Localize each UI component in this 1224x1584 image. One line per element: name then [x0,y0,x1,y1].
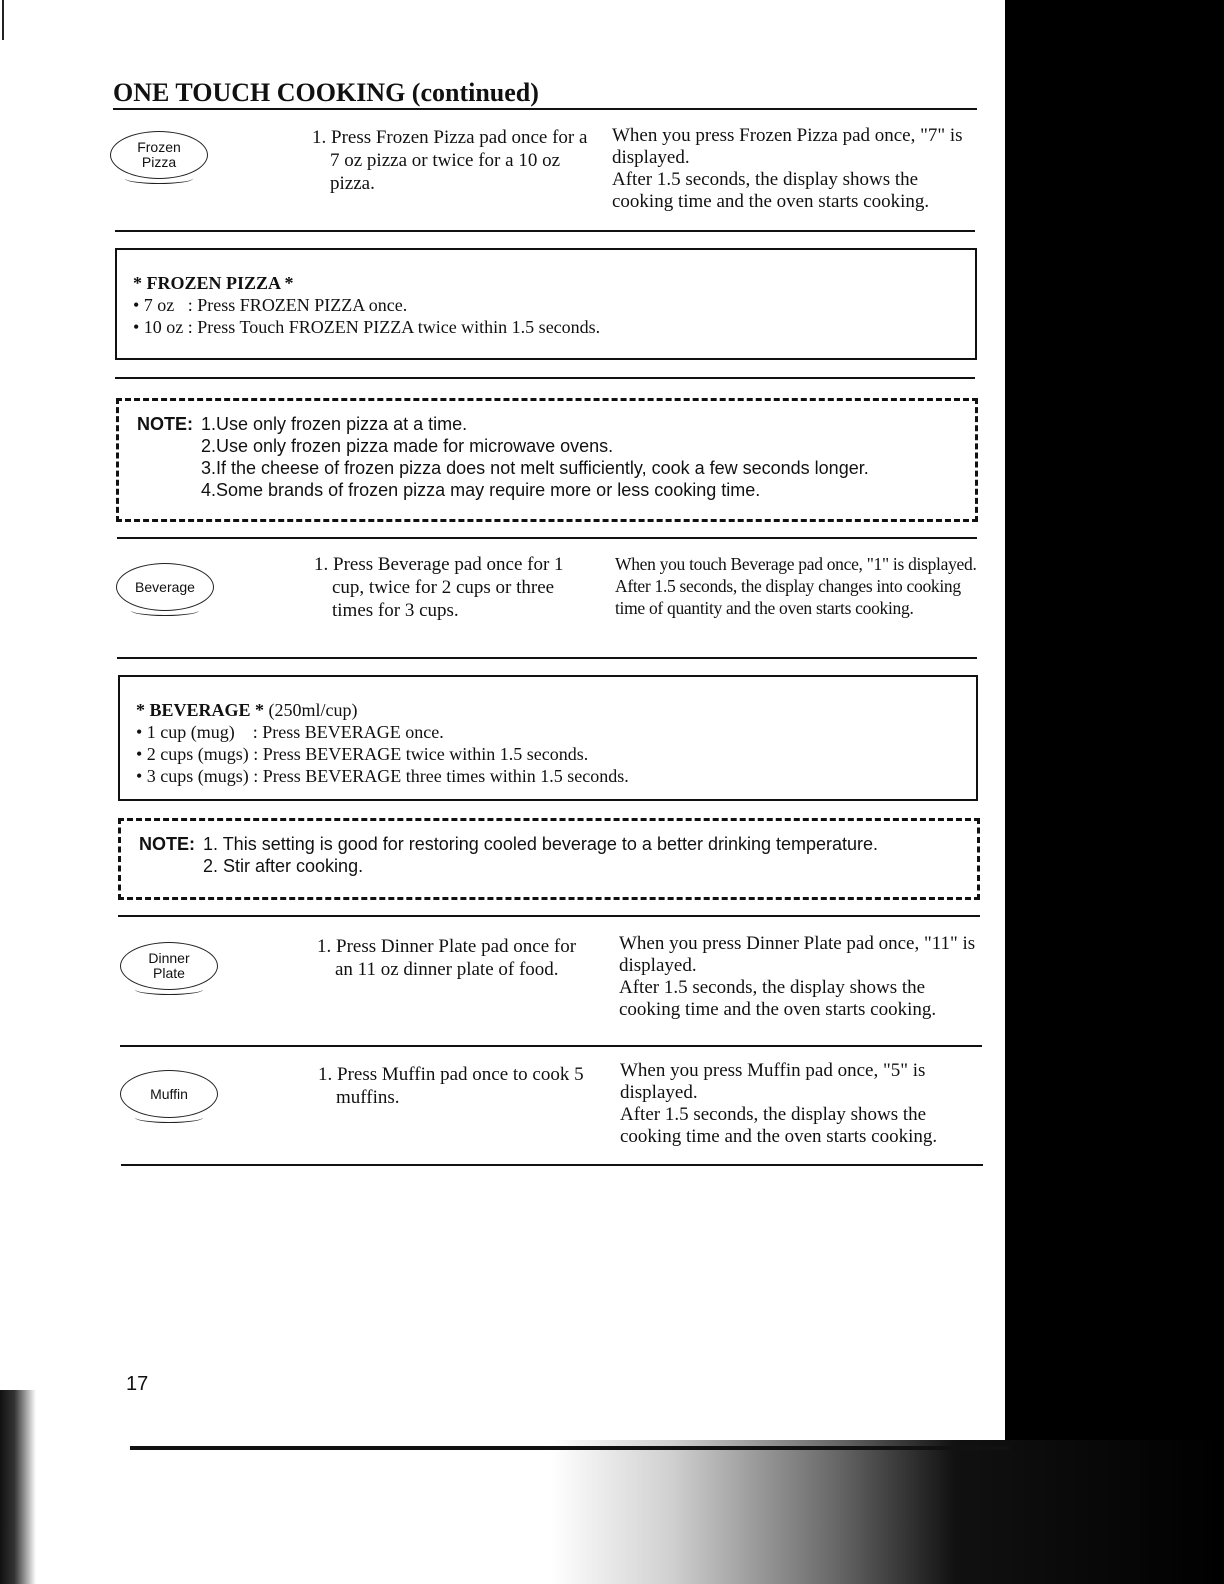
section-rule [115,230,975,232]
scan-dark-margin-left [0,1390,36,1584]
scan-dark-margin-bottom [0,1440,1224,1584]
note-item: 1.Use only frozen pizza at a time. [201,414,468,434]
dinner-plate-description [619,933,989,1021]
dinner-plate-desc-line2: After 1.5 seconds, the display shows the cooking time and the oven starts cooking. [619,977,937,1020]
frozen-pizza-box-item: • 7 oz : Press FROZEN PIZZA once. [133,295,408,315]
beverage-step: 1. Press Beverage pad once for 1 cup, twice for 2 cups or three times for 3 cups. [314,554,564,621]
dinner-plate-desc-line1: When you press Dinner Plate pad once, "11" is displayed. [619,933,976,976]
beverage-description [615,553,985,619]
note-label: NOTE: [137,414,193,434]
note-item: 2. Stir after cooking. [203,856,364,876]
frozen-pizza-desc-line2: After 1.5 seconds, the display shows the cooking time and the oven starts cooking. [612,169,930,212]
frozen-pizza-box-item: • 10 oz : Press Touch FROZEN PIZZA twice within 1.5 seconds. [133,317,601,337]
frozen-pizza-box-title: * FROZEN PIZZA * [133,273,294,293]
pad-label-line2: Pizza [141,154,177,170]
beverage-box-item: • 2 cups (mugs) : Press BEVERAGE twice within 1.5 seconds. [136,744,589,764]
muffin-desc-line2: After 1.5 seconds, the display shows the cooking time and the oven starts cooking. [620,1104,938,1147]
frozen-pizza-note [116,398,978,522]
title-rule [113,108,977,110]
beverage-box-title-suffix: (250ml/cup) [264,700,358,720]
beverage-desc-line2: After 1.5 seconds, the display changes into cooking time of quantity and the oven starts cooking. [615,576,961,618]
pad-label-line1: Dinner [148,950,190,966]
page-number: 17 [126,1373,149,1395]
beverage-pad-icon [116,563,214,611]
beverage-desc-line1: When you touch Beverage pad once, "1" is displayed. [615,554,977,574]
scan-edge-mark [2,0,4,40]
section-rule [117,537,977,539]
muffin-pad-icon [120,1070,218,1118]
note-item: 4.Some brands of frozen pizza may require more or less cooking time. [201,480,761,500]
note-item: 2.Use only frozen pizza made for microwave ovens. [201,436,614,456]
frozen-pizza-step: 1. Press Frozen Pizza pad once for a 7 oz pizza or twice for a 10 oz pizza. [312,127,588,194]
beverage-box-item: • 3 cups (mugs) : Press BEVERAGE three times within 1.5 seconds. [136,766,629,786]
frozen-pizza-description [612,125,982,213]
note-item: 1. This setting is good for restoring cooled beverage to a better drinking temperature. [203,834,879,854]
frozen-pizza-info-box [115,248,977,360]
muffin-desc-line1: When you press Muffin pad once, "5" is displayed. [620,1060,926,1103]
frozen-pizza-desc-line1: When you press Frozen Pizza pad once, "7" is displayed. [612,125,963,168]
section-rule [118,915,980,917]
note-label: NOTE: [139,834,195,854]
section-rule [121,1164,983,1166]
beverage-note [118,818,980,900]
scan-dark-margin-right [1005,0,1224,1584]
section-rule [115,377,975,379]
dinner-plate-pad-icon [120,942,218,990]
pad-label: Muffin [150,1085,188,1102]
frozen-pizza-pad-icon [110,131,208,179]
muffin-description [620,1060,990,1148]
muffin-step: 1. Press Muffin pad once to cook 5 muffins. [318,1064,584,1108]
footer-rule [130,1446,1010,1450]
section-rule [120,1045,982,1047]
note-item: 3.If the cheese of frozen pizza does not melt sufficiently, cook a few seconds longer. [201,458,869,478]
beverage-box-item: • 1 cup (mug) : Press BEVERAGE once. [136,722,444,742]
beverage-box-title: * BEVERAGE * [136,700,265,720]
pad-label: Beverage [135,578,195,595]
pad-label-line1: Frozen [137,139,181,155]
pad-label-line2: Plate [153,965,185,981]
beverage-info-box [118,675,978,801]
section-rule [117,657,977,659]
dinner-plate-step: 1. Press Dinner Plate pad once for an 11 oz dinner plate of food. [317,936,577,980]
page-title: ONE TOUCH COOKING (continued) [113,78,539,107]
